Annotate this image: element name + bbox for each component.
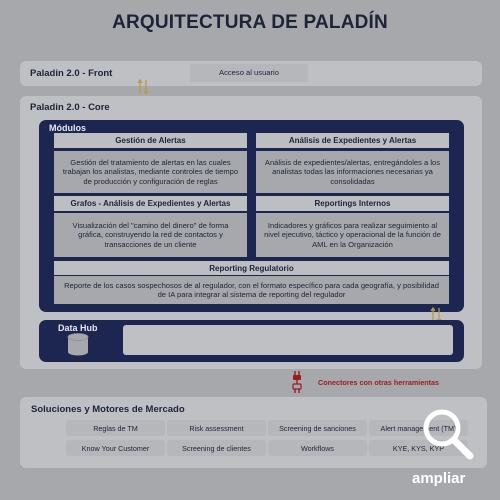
card-analisis-expedientes-head: Análisis de Expedientes y Alertas <box>256 133 449 148</box>
card-gestion-alertas-head: Gestión de Alertas <box>54 133 247 148</box>
front-label: Paladin 2.0 - Front <box>30 68 113 79</box>
plug-connector-icon <box>290 370 304 394</box>
card-analisis-expedientes-body: Análisis de expedientes/alertas, entregándoles a los analistas todas las informaciones necesarias ya consolidadas <box>256 151 449 193</box>
card-gestion-alertas-body: Gestión del tratamiento de alertas en las cuales trabajan los analistas, mediante controles de tiempo de producción y configuración de reglas <box>54 151 247 193</box>
tile-workflows: Workflows <box>268 440 367 456</box>
page-title: ARQUITECTURA DE PALADÍN <box>112 12 388 33</box>
datahub-content-box <box>123 325 453 355</box>
database-icon <box>65 332 91 358</box>
modules-label: Módulos <box>49 123 86 133</box>
tile-reglas-tm: Reglas de TM <box>66 420 165 436</box>
card-grafos-head: Grafos - Análisis de Expedientes y Alertas <box>54 196 247 211</box>
card-reporting-regulatorio-body: Reporte de los casos sospechosos de al regulador, con el formato específico para cada geografía, y posibilidad de IA para integrar al sistema de reporting del regulador <box>54 276 449 304</box>
tile-screening-sanciones: Screening de sanciones <box>268 420 367 436</box>
tile-kye-kys-kyp: KYE, KYS, KYP <box>369 440 468 456</box>
market-panel <box>20 397 487 468</box>
card-reportings-internos-body: Indicadores y gráficos para realizar seguimiento al nivel ejecutivo, táctico y operacional de la función de AML en la Organización <box>256 213 449 257</box>
magnifier-zoom-icon[interactable] <box>418 404 476 462</box>
core-panel <box>20 96 482 369</box>
zoom-label[interactable]: ampliar <box>412 470 466 487</box>
card-reporting-regulatorio-head: Reporting Regulatorio <box>54 261 449 275</box>
tile-screening-clientes: Screening de clientes <box>167 440 266 456</box>
tile-know-your-customer: Know Your Customer <box>66 440 165 456</box>
datahub-container <box>39 320 464 362</box>
datahub-label: Data Hub <box>58 323 98 333</box>
market-label: Soluciones y Motores de Mercado <box>31 404 185 415</box>
core-label: Paladin 2.0 - Core <box>30 102 110 113</box>
user-access-box: Acceso al usuario <box>190 64 308 82</box>
card-reportings-internos-head: Reportings Internos <box>256 196 449 211</box>
connectors-label: Conectores con otras herramientas <box>318 378 440 387</box>
front-core-arrow-icon <box>137 78 149 96</box>
tile-alert-management: Alert management (TM) <box>369 420 468 436</box>
card-grafos-body: Visualización del "camino del dinero" de forma gráfica, construyendo la red de contactos y transacciones de un cliente <box>54 213 247 257</box>
front-panel <box>20 61 482 86</box>
tile-risk-assessment: Risk assessment <box>167 420 266 436</box>
modules-container <box>39 120 464 312</box>
